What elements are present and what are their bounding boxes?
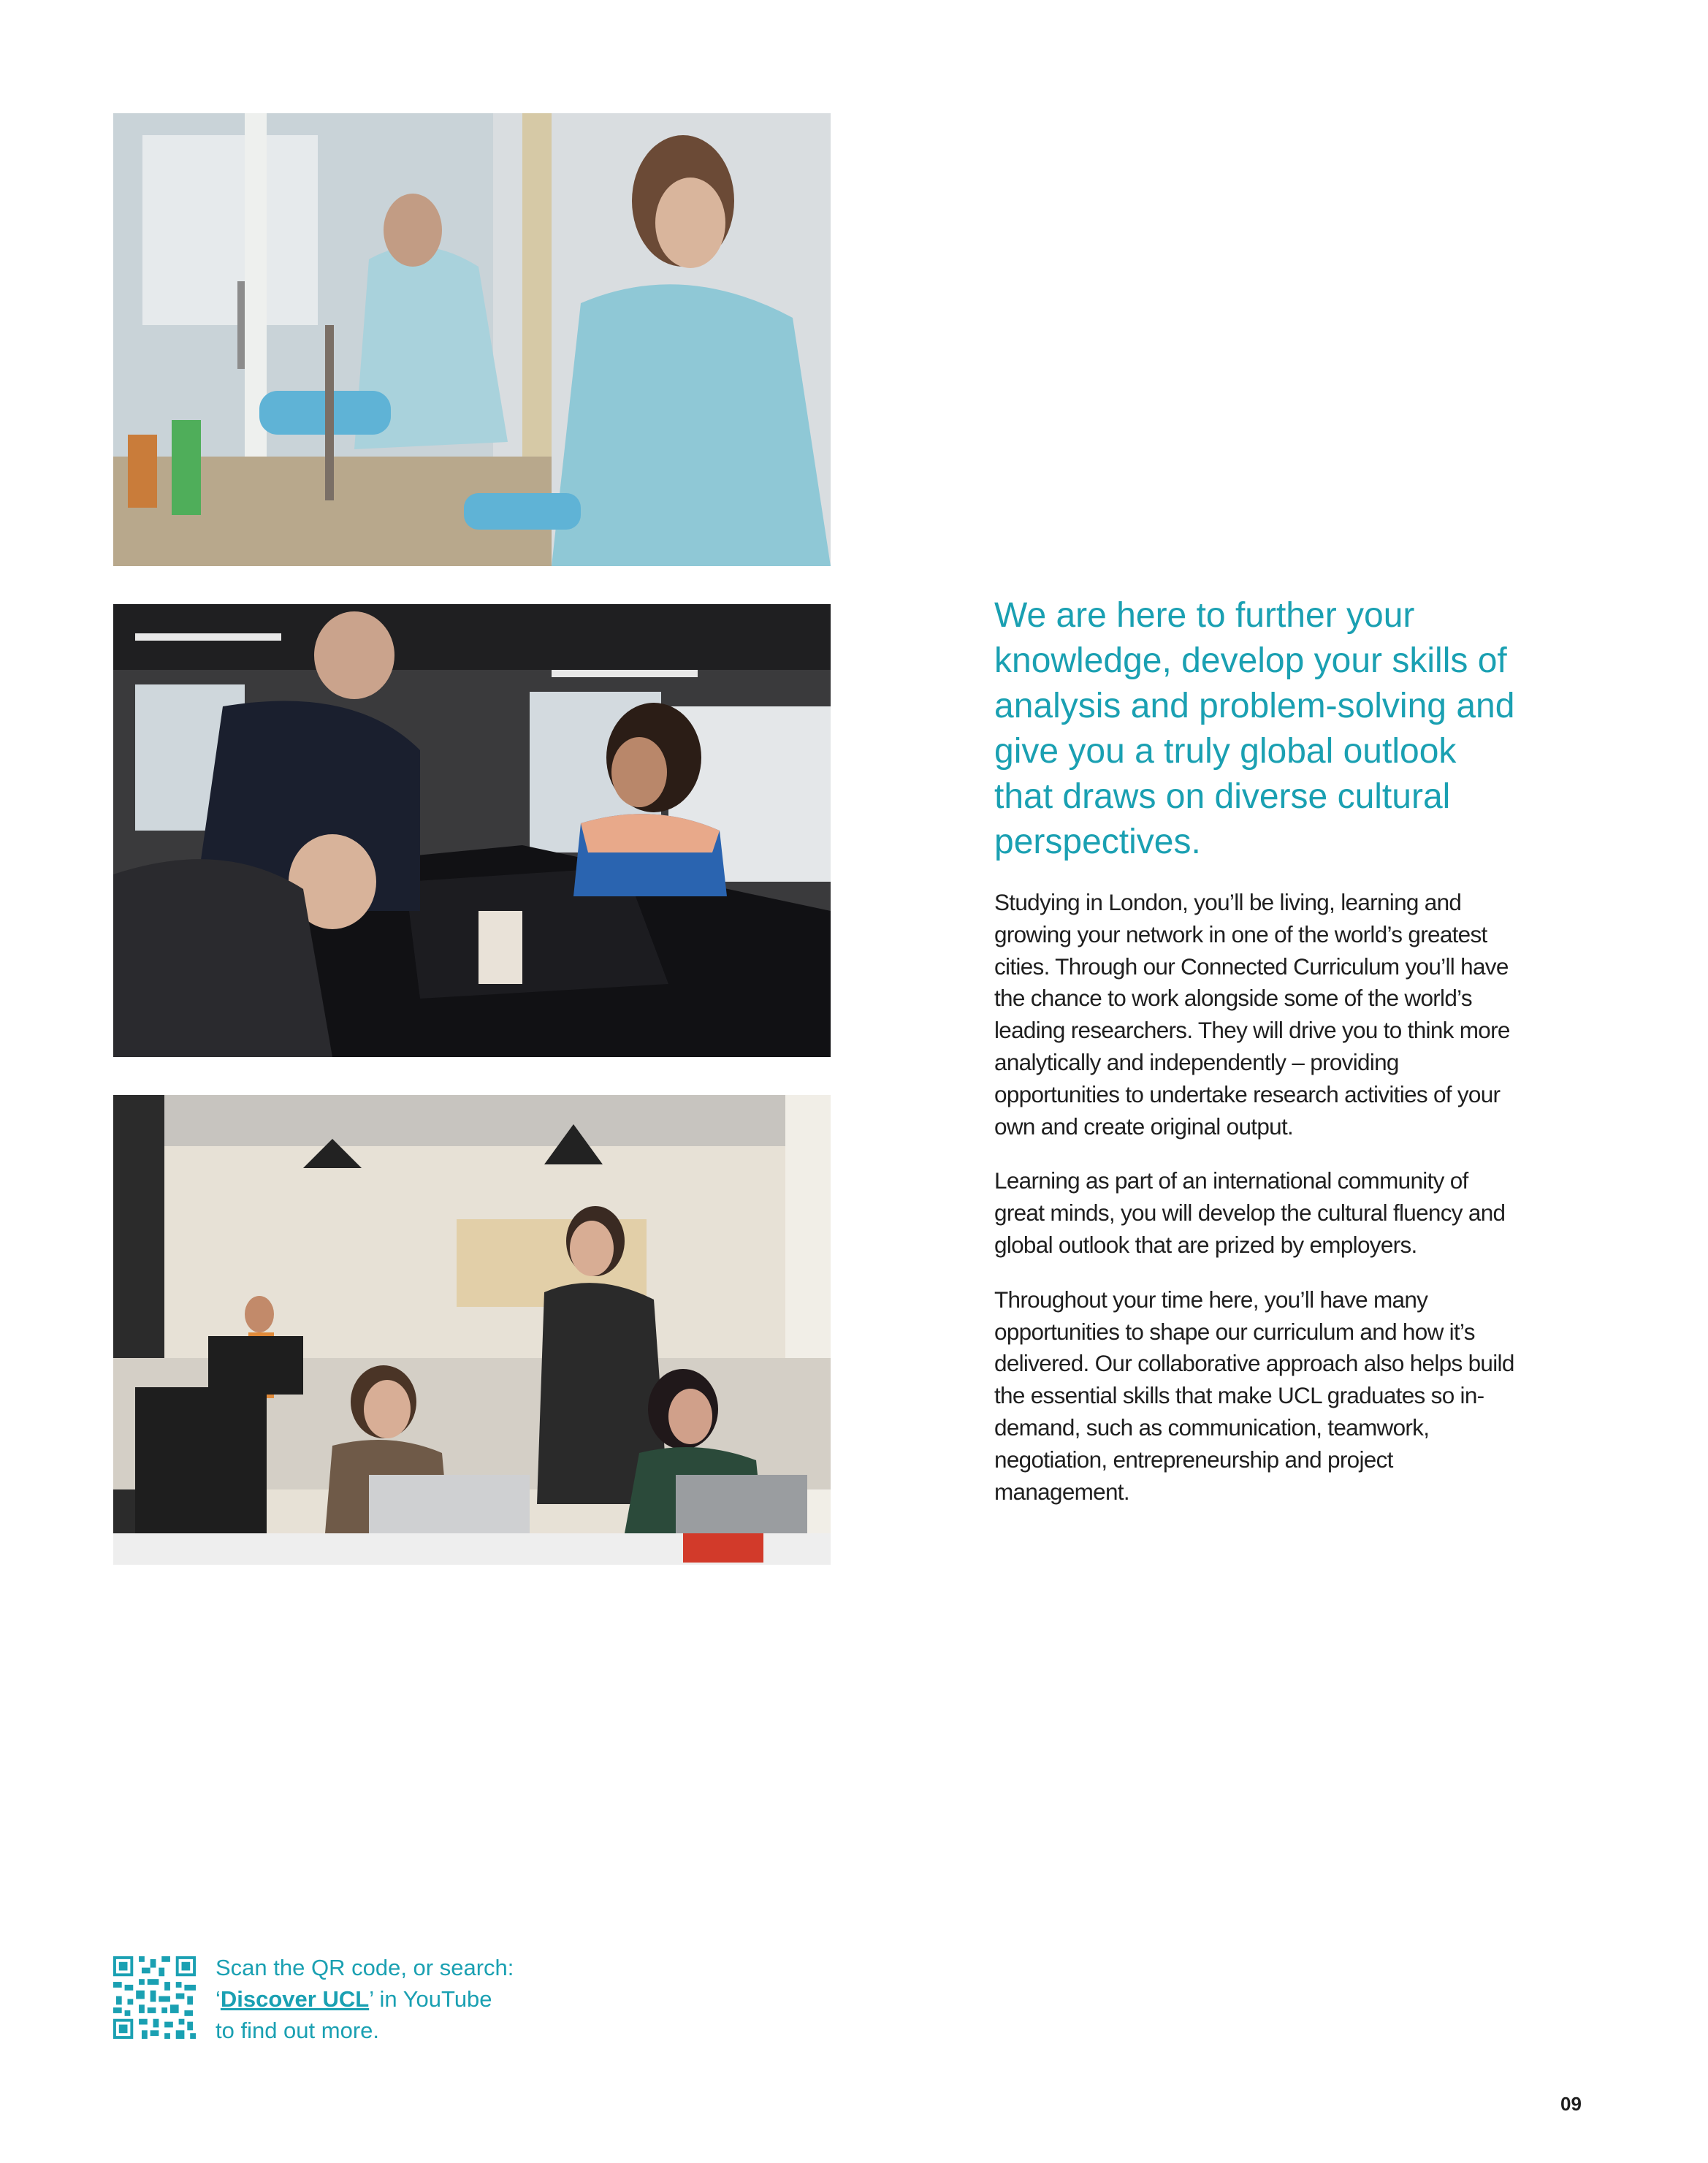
workshop-photo [113,604,831,1057]
qr-line-1: Scan the QR code, or search: [216,1955,514,1980]
main-text-column [994,593,1520,1530]
quote-open: ‘ [216,1986,221,2012]
qr-line-2 [216,1983,595,2015]
qr-callout [113,1956,581,2044]
body-paragraph-2: Learning as part of an international community of great minds, you will develop the cultural fluency and global outlook that are prized by employers. [994,1167,1506,1258]
qr-line-3: to find out more. [216,2018,380,2043]
body-paragraph-1: Studying in London, you’ll be living, learning and growing your network in one of the world’s greatest cities. Through our Connected Curriculum you’ll have the chance to work alongside some of the world’s leading researchers. They will drive you to think more analytically and independently – providing opportunities to undertake research activities of your own and create original output. [994,889,1510,1140]
discover-ucl-link[interactable]: Discover UCL [220,1986,370,2012]
studio-photo [113,1095,831,1565]
body-paragraph-3: Throughout your time here, you’ll have many opportunities to shape our curriculum and how it’s delivered. Our collaborative approach also helps build the essential skills that make UCL graduates so in-demand, such as communication, teamwork, negotiation, entrepreneurship and project management. [994,1286,1514,1505]
page-number: 09 [1560,2093,1582,2115]
quote-close-youtube: ’ in YouTube [369,1986,492,2012]
qr-instructions [216,1952,595,2046]
headline: We are here to further your knowledge, develop your skills of analysis and problem-solving and give you a truly global outlook that draws on diverse cultural perspectives. [994,596,1515,861]
qr-code-icon[interactable] [113,1956,196,2039]
lab-photo [113,113,831,566]
